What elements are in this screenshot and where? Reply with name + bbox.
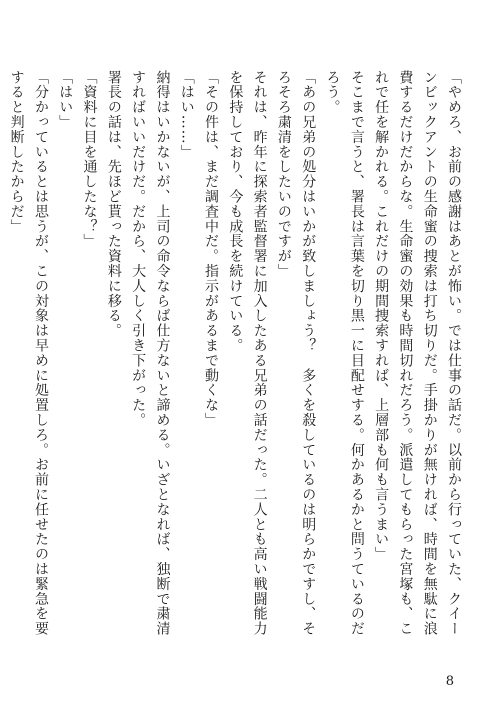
paragraph: それは、昨年に探索者監督署に加入したある兄弟の話だった。二人とも高い戦闘能力を保持しており、今も成長を続けている。 [227, 70, 268, 637]
paragraph: 「あの兄弟の処分はいかが致しましょう？ 多くを殺しているのは明らかですし、そろそろ粛清をしたいのですが」 [275, 70, 317, 637]
paragraph: 「その件は、まだ調査中だ。指示があるまで動くな」 [203, 70, 220, 428]
paragraph: 「はい……」 [178, 70, 195, 160]
paragraph: 「やめろ、お前の感謝はあとが怖い。では仕事の話だ。以前から行っていた、クイーンビックアントの生命蜜の捜索は打ち切りだ。手掛かりが無ければ、時間を無駄に浪費するだけだからな。生命蜜の効果も時間切れだろう。派遣してもらった宮塚も、これで任を解かれる。これだけの期間捜索すれば、上層部も何も言うまい」 [373, 70, 462, 637]
vertical-text-body [8, 70, 466, 645]
paragraph: そこまで言うと、署長は言葉を切り黒一に目配せする。何かあるかと問うているのだろう。 [324, 70, 365, 637]
page-number: 8 [445, 674, 454, 689]
paragraph: 署長の話は、先ほど貰った資料に移る。 [105, 70, 122, 339]
paragraph: 「分かっているとは思うが、この対象は早めに処置しろ。お前に任せたのは緊急を要すると判断したからだ」 [8, 70, 49, 637]
paragraph: 「資料に目を通したな？」 [81, 70, 98, 249]
paragraph: 納得はいかないが、上司の命令ならば仕方ないと諦める。いざとなれば、独断で粛清すればいいだけだ。だから、大人しく引き下がった。 [130, 70, 171, 637]
paragraph: 「はい」 [57, 70, 74, 130]
